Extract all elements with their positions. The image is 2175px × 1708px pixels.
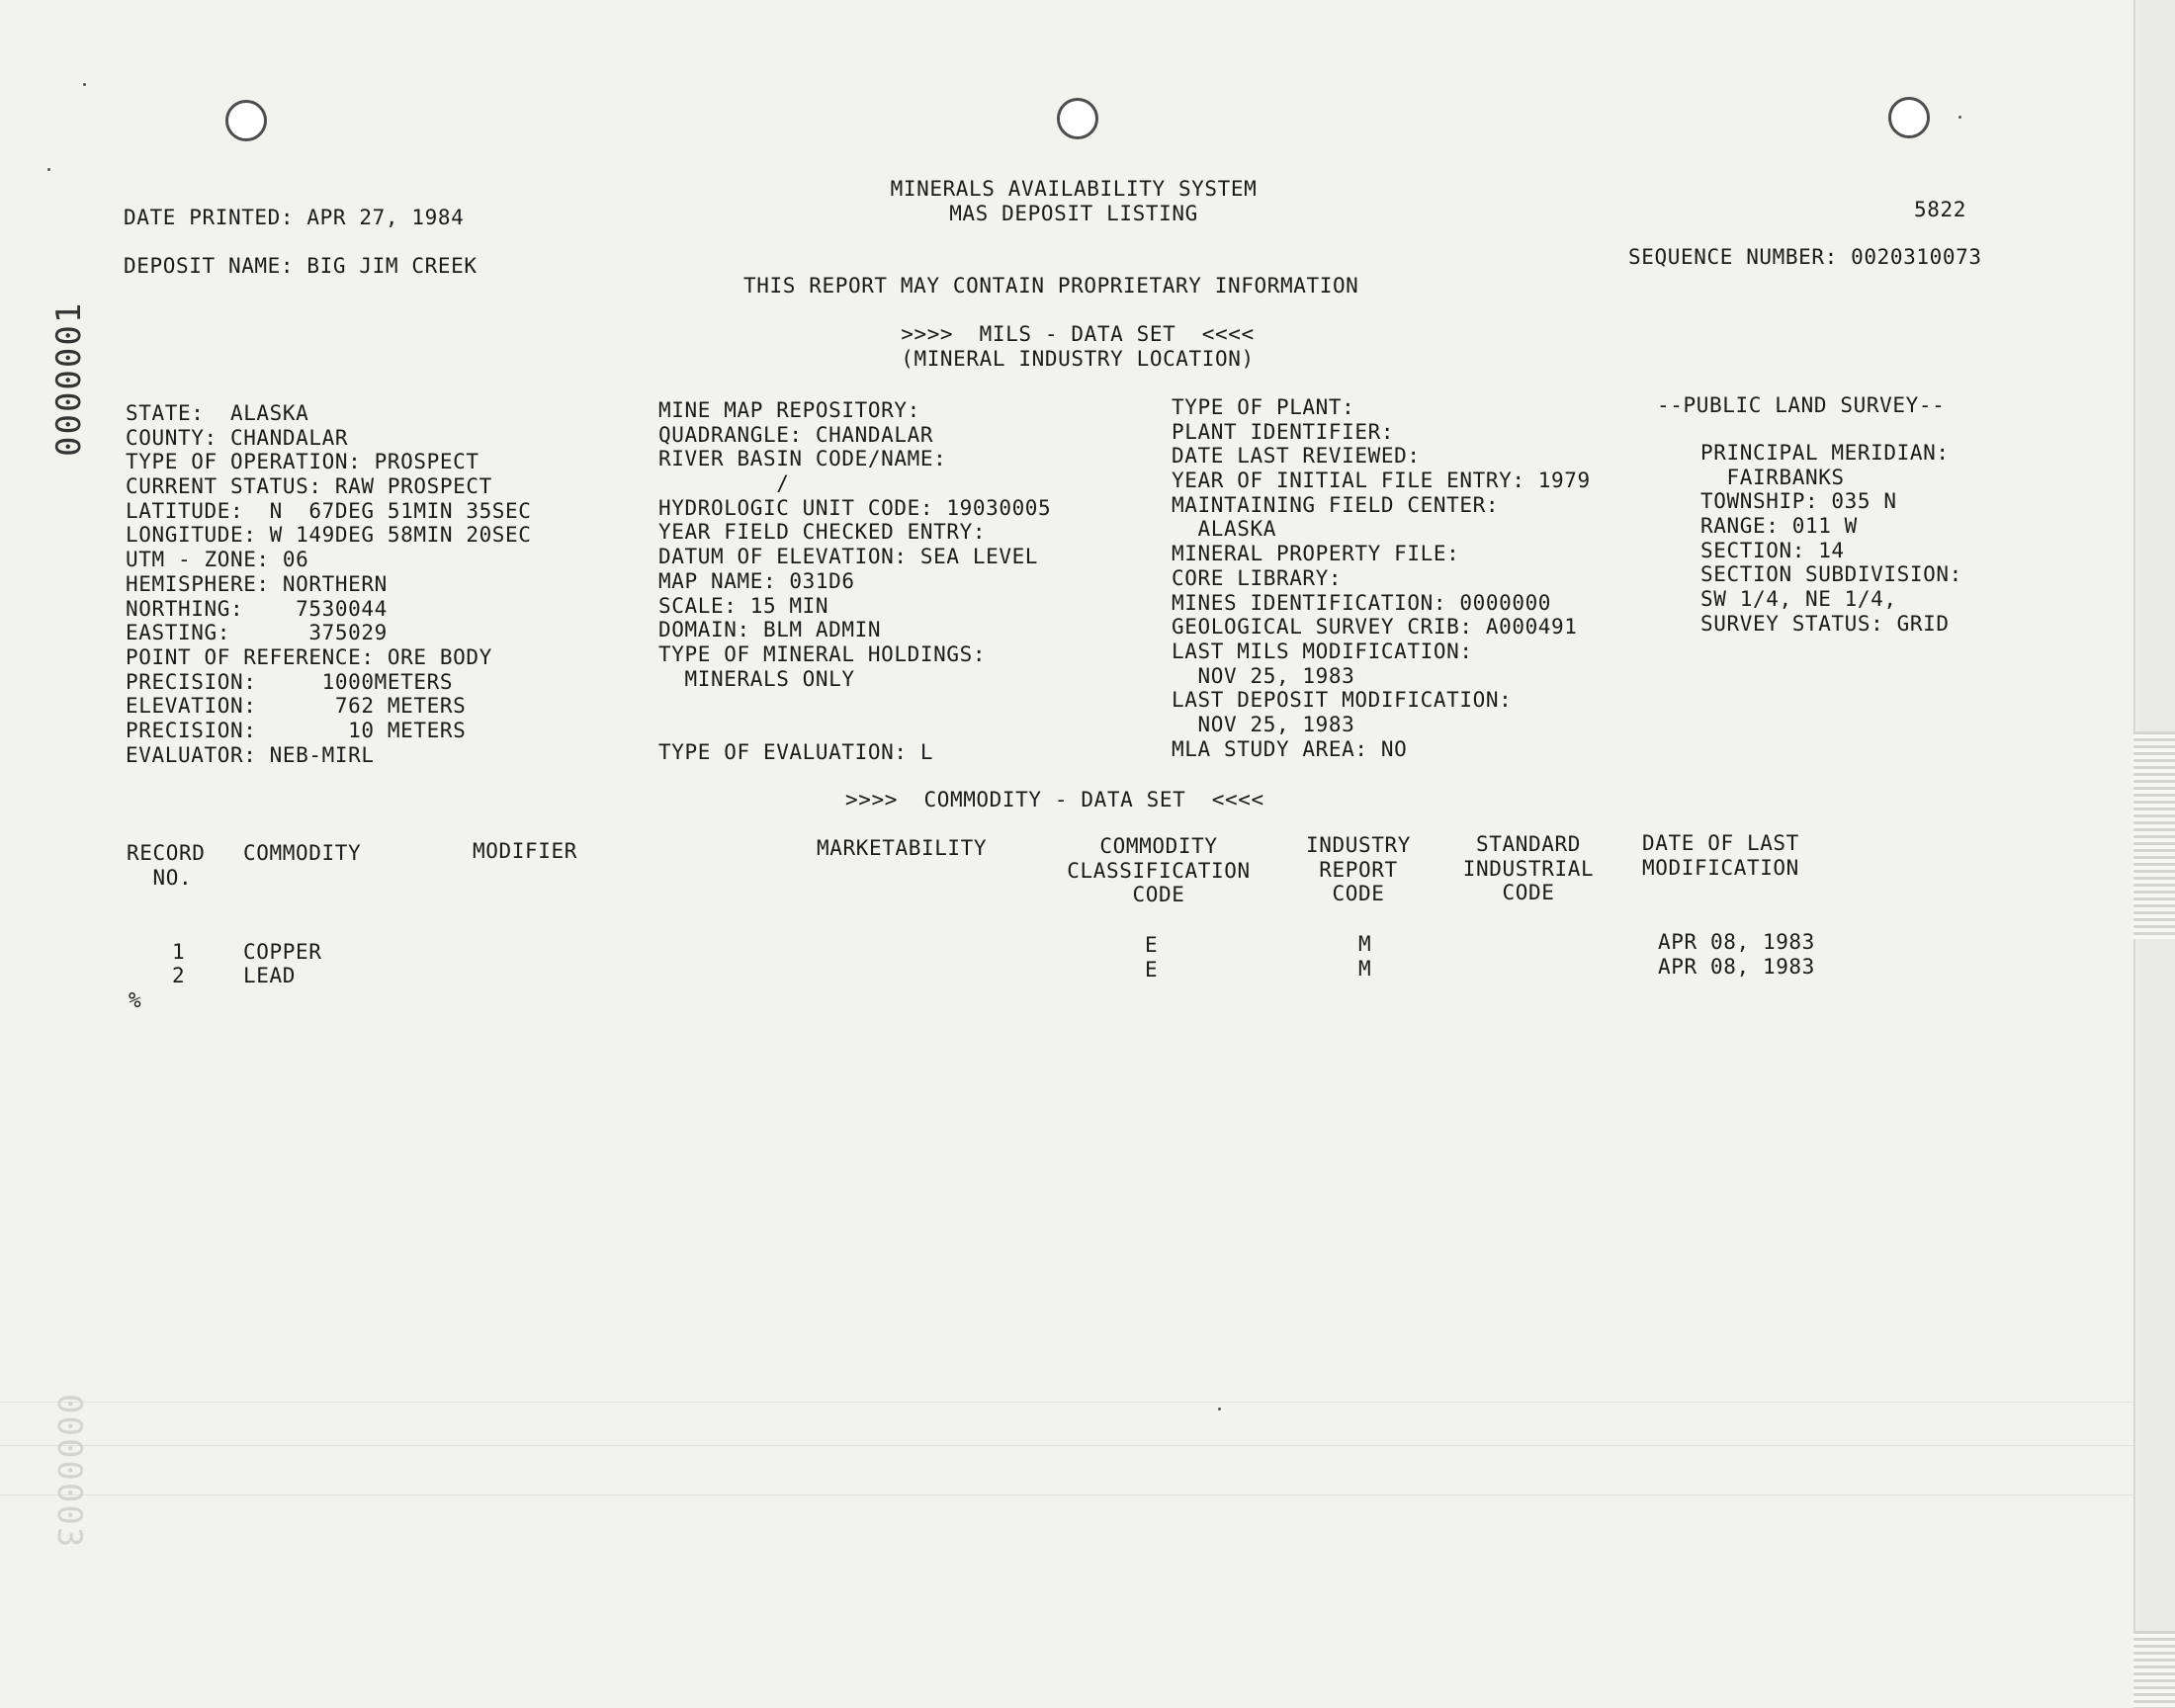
survey-line: SECTION: 14 xyxy=(1700,538,1845,562)
field-line: NOV 25, 1983 xyxy=(1172,712,1355,736)
speck xyxy=(83,83,86,86)
scan-line xyxy=(0,1445,2133,1446)
map-column xyxy=(658,398,1051,764)
page-number: 5822 xyxy=(1914,198,1966,221)
field-line: LATITUDE: N 67DEG 51MIN 35SEC xyxy=(126,498,532,523)
mils-section-title xyxy=(870,322,1285,371)
survey-line: TOWNSHIP: 035 N xyxy=(1700,489,1897,514)
field-line: YEAR OF INITIAL FILE ENTRY: 1979 xyxy=(1172,469,1591,493)
survey-line: SECTION SUBDIVISION: xyxy=(1700,562,1962,587)
row-number: 1 xyxy=(172,940,186,964)
field-line: TYPE OF OPERATION: PROSPECT xyxy=(126,450,479,474)
field-line: RIVER BASIN CODE/NAME: xyxy=(658,447,947,471)
field-line xyxy=(658,716,1051,740)
header-line: NO. xyxy=(127,865,193,890)
header-line: CODE xyxy=(1332,882,1385,906)
field-line: DATE LAST REVIEWED: xyxy=(1172,444,1421,469)
field-line: LAST MILS MODIFICATION: xyxy=(1172,639,1473,663)
header-line: MODIFIER xyxy=(473,839,577,863)
row-date: APR 08, 1983 xyxy=(1658,930,1815,954)
field-line: POINT OF REFERENCE: ORE BODY xyxy=(126,644,492,669)
header-line: REPORT xyxy=(1319,857,1398,882)
speck xyxy=(1958,116,1961,119)
field-line: YEAR FIELD CHECKED ENTRY: xyxy=(658,520,987,545)
survey-line: SW 1/4, NE 1/4, xyxy=(1700,587,1897,612)
plant-column xyxy=(1172,395,1591,761)
row-number: 2 xyxy=(172,964,186,987)
field-line: PRECISION: 10 METERS xyxy=(126,718,467,742)
field-line: PLANT IDENTIFIER: xyxy=(1172,419,1395,444)
header-date xyxy=(1642,831,1799,880)
deposit-name: DEPOSIT NAME: BIG JIM CREEK xyxy=(124,254,478,278)
field-line: MAP NAME: 031D6 xyxy=(658,568,855,593)
field-line: ELEVATION: 762 METERS xyxy=(126,694,467,719)
field-line: DATUM OF ELEVATION: SEA LEVEL xyxy=(658,545,1039,569)
field-line: SCALE: 15 MIN xyxy=(658,593,829,618)
punch-hole-center xyxy=(1057,98,1098,139)
mils-title-line-2: (MINERAL INDUSTRY LOCATION) xyxy=(901,346,1255,371)
header-line: MODIFICATION xyxy=(1642,855,1799,880)
header-line: COMMODITY xyxy=(243,841,362,865)
header-classification xyxy=(1050,834,1267,907)
field-line: CORE LIBRARY: xyxy=(1172,565,1343,590)
field-line: COUNTY: CHANDALAR xyxy=(126,425,349,450)
speck xyxy=(47,168,50,171)
punch-hole-left xyxy=(225,100,267,141)
header-line: CODE xyxy=(1502,881,1555,905)
field-line: HEMISPHERE: NORTHERN xyxy=(126,571,388,596)
speck xyxy=(1218,1408,1221,1410)
field-line: TYPE OF EVALUATION: L xyxy=(658,739,934,764)
header-commodity xyxy=(243,841,361,866)
side-stamp-faint: 0000003 xyxy=(49,1394,89,1550)
punch-hole-right xyxy=(1888,97,1930,138)
report-title-line-1: MINERALS AVAILABILITY SYSTEM xyxy=(890,177,1258,201)
field-line: NOV 25, 1983 xyxy=(1172,663,1355,688)
row-classification: E xyxy=(1145,958,1159,982)
survey-line: RANGE: 011 W xyxy=(1700,514,1858,539)
header-marketability xyxy=(817,836,987,861)
field-line: MAINTAINING FIELD CENTER: xyxy=(1172,492,1500,517)
page-edge-strip xyxy=(2133,731,2175,939)
field-line: UTM - ZONE: 06 xyxy=(126,548,309,572)
mils-title-line-1: >>>> MILS - DATA SET <<<< xyxy=(901,322,1255,346)
header-line: CLASSIFICATION xyxy=(1067,858,1251,883)
report-title xyxy=(874,176,1273,224)
header-line: CODE xyxy=(1132,883,1185,907)
field-line xyxy=(658,691,1051,716)
field-line: MINERALS ONLY xyxy=(658,666,855,691)
field-line: LONGITUDE: W 149DEG 58MIN 20SEC xyxy=(126,523,532,548)
end-mark: % xyxy=(129,988,142,1012)
field-line: MINERAL PROPERTY FILE: xyxy=(1172,542,1460,566)
field-line: ALASKA xyxy=(1172,517,1276,542)
field-line: PRECISION: 1000METERS xyxy=(126,669,454,694)
field-line: QUADRANGLE: CHANDALAR xyxy=(658,422,934,447)
field-line: MINE MAP REPOSITORY: xyxy=(658,398,920,422)
row-industry: M xyxy=(1358,932,1372,956)
survey-line: PRINCIPAL MERIDIAN: xyxy=(1700,441,1950,465)
header-line: DATE OF LAST xyxy=(1642,831,1799,855)
public-land-survey-title: --PUBLIC LAND SURVEY-- xyxy=(1657,393,1946,417)
header-modifier xyxy=(473,839,577,864)
location-column xyxy=(126,401,532,767)
survey-line: SURVEY STATUS: GRID xyxy=(1700,611,1950,636)
header-standard xyxy=(1449,832,1608,905)
field-line: STATE: ALASKA xyxy=(126,401,309,425)
header-line: STANDARD xyxy=(1476,832,1581,856)
sequence-number: SEQUENCE NUMBER: 0020310073 xyxy=(1628,245,1982,269)
side-stamp: 0000001 xyxy=(49,300,89,457)
proprietary-notice: THIS REPORT MAY CONTAIN PROPRIETARY INFORMATION xyxy=(743,274,1359,298)
header-line: INDUSTRIAL xyxy=(1462,856,1595,881)
field-line: TYPE OF PLANT: xyxy=(1172,395,1355,419)
public-land-survey xyxy=(1700,441,1962,637)
page-edge-strip xyxy=(2133,1631,2175,1708)
row-commodity: COPPER xyxy=(243,940,322,964)
scan-line xyxy=(0,1402,2133,1403)
field-line: MINES IDENTIFICATION: 0000000 xyxy=(1172,590,1552,615)
field-line: / xyxy=(658,471,790,496)
scan-line xyxy=(0,1494,2133,1495)
header-record-no xyxy=(127,841,205,890)
row-classification: E xyxy=(1145,933,1159,957)
field-line: HYDROLOGIC UNIT CODE: 19030005 xyxy=(658,495,1052,520)
date-printed: DATE PRINTED: APR 27, 1984 xyxy=(124,206,465,229)
field-line: TYPE OF MINERAL HOLDINGS: xyxy=(658,641,987,666)
report-title-line-2: MAS DEPOSIT LISTING xyxy=(949,201,1198,225)
field-line: CURRENT STATUS: RAW PROSPECT xyxy=(126,474,492,499)
field-line: GEOLOGICAL SURVEY CRIB: A000491 xyxy=(1172,615,1578,640)
survey-line: FAIRBANKS xyxy=(1700,465,1845,489)
commodity-section-title: >>>> COMMODITY - DATA SET <<<< xyxy=(845,788,1264,811)
header-line: COMMODITY xyxy=(1099,834,1218,858)
header-line: RECORD xyxy=(127,841,206,865)
field-line: NORTHING: 7530044 xyxy=(126,596,388,621)
field-line: EASTING: 375029 xyxy=(126,621,388,645)
header-industry xyxy=(1291,833,1426,906)
row-date: APR 08, 1983 xyxy=(1658,955,1815,979)
row-industry: M xyxy=(1358,957,1372,981)
field-line: DOMAIN: BLM ADMIN xyxy=(658,618,882,642)
header-line: MARKETABILITY xyxy=(817,836,988,860)
field-line: LAST DEPOSIT MODIFICATION: xyxy=(1172,688,1513,713)
row-commodity: LEAD xyxy=(243,964,296,987)
field-line: MLA STUDY AREA: NO xyxy=(1172,736,1408,761)
field-line: EVALUATOR: NEB-MIRL xyxy=(126,742,375,767)
header-line: INDUSTRY xyxy=(1306,833,1411,857)
